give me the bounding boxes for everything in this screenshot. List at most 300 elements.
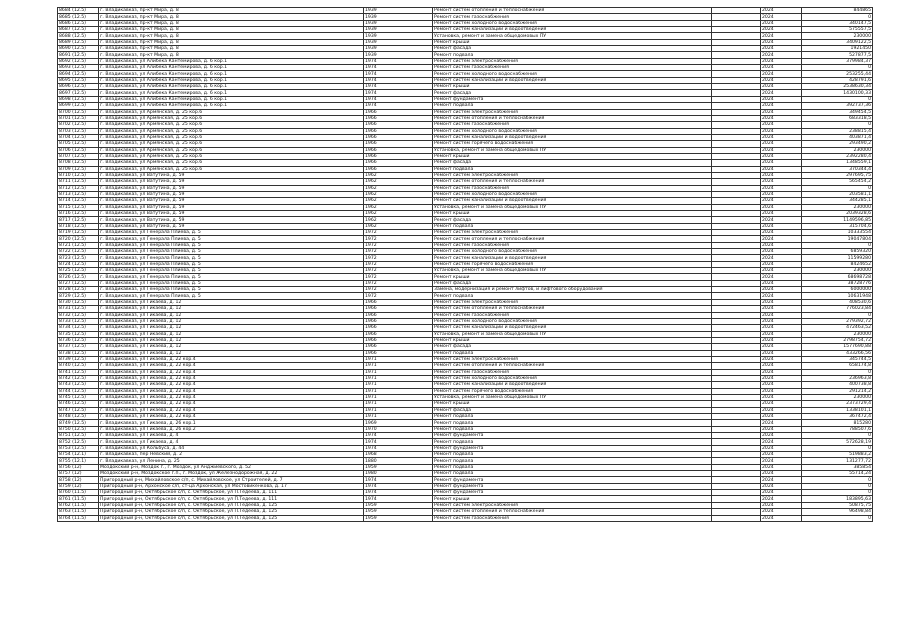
- row-number-cell: 8742 (12.5): [58, 375, 99, 381]
- row-number-cell: 8714 (12.5): [58, 198, 99, 204]
- row-number-cell: 8705 (12.5): [58, 141, 99, 147]
- cost-cell: 0: [802, 312, 873, 318]
- work-type-cell: Ремонт систем отопления и теплоснабжения: [433, 115, 712, 121]
- row-number-cell: 8696 (12.5): [58, 84, 99, 90]
- work-type-cell: Ремонт фундамента: [433, 490, 712, 496]
- year-built-cell: 1974: [364, 445, 433, 451]
- row-number-cell: 8723 (12.5): [58, 255, 99, 261]
- plan-year-cell: 2024: [761, 331, 802, 337]
- plan-year-cell: 2024: [761, 134, 802, 140]
- work-type-cell: Ремонт фасада: [433, 280, 712, 286]
- work-type-cell: Ремонт фасада: [433, 160, 712, 166]
- row-number-cell: 8713 (12.5): [58, 191, 99, 197]
- plan-year-cell: 2024: [761, 128, 802, 134]
- year-built-cell: 1939: [364, 8, 433, 14]
- cost-cell: 392737,36: [802, 103, 873, 109]
- work-type-cell: Ремонт систем электроснабжения: [433, 502, 712, 508]
- row-number-cell: 8763 (11.5): [58, 509, 99, 515]
- cost-cell: 815280: [802, 420, 873, 426]
- work-type-cell: Ремонт систем горячего водоснабжения: [433, 261, 712, 267]
- year-built-cell: 1939: [364, 14, 433, 20]
- year-built-cell: 1962: [364, 211, 433, 217]
- year-built-cell: 1966: [364, 141, 433, 147]
- work-type-cell: Ремонт подвала: [433, 452, 712, 458]
- cost-cell: 575557,5: [802, 27, 873, 33]
- year-built-cell: 1972: [364, 268, 433, 274]
- row-number-cell: 8686 (12.5): [58, 20, 99, 26]
- plan-year-cell: 2024: [761, 433, 802, 439]
- plan-year-cell: 2024: [761, 204, 802, 210]
- year-built-cell: 1971: [364, 363, 433, 369]
- cost-cell: 183895,63: [802, 496, 873, 502]
- cost-cell: 379984,37: [802, 58, 873, 64]
- row-number-cell: 8762 (11.5): [58, 502, 99, 508]
- address-cell: г. Владикавказ, ул Алибека Кантемирова, д. 6 кор.1: [99, 84, 364, 90]
- address-cell: г. Владикавказ, ул Гикаева, д. 22 кор.4: [99, 382, 364, 388]
- work-type-cell: Ремонт фасада: [433, 217, 712, 223]
- work-type-cell: Ремонт систем газоснабжения: [433, 185, 712, 191]
- work-type-cell: Ремонт систем газоснабжения: [433, 312, 712, 318]
- cost-cell: 293490,2: [802, 141, 873, 147]
- address-cell: г. Владикавказ, ул Армянская, д. 25 кор.6: [99, 115, 364, 121]
- row-number-cell: 8701 (12.5): [58, 115, 99, 121]
- plan-year-cell: 2024: [761, 90, 802, 96]
- plan-year-cell: 2024: [761, 477, 802, 483]
- plan-year-cell: 2024: [761, 255, 802, 261]
- address-cell: г. Владикавказ, ул Армянская, д. 25 кор.6: [99, 134, 364, 140]
- plan-year-cell: 2024: [761, 401, 802, 407]
- row-number-cell: 8736 (12.5): [58, 337, 99, 343]
- work-type-cell: Ремонт систем горячего водоснабжения: [433, 388, 712, 394]
- address-cell: г. Владикавказ, ул Генерала Плиева, д. 5: [99, 261, 364, 267]
- work-type-cell: Ремонт подвала: [433, 103, 712, 109]
- cost-cell: 131277,72: [802, 458, 873, 464]
- row-number-cell: 8749 (12.5): [58, 420, 99, 426]
- work-type-cell: Ремонт крыши: [433, 39, 712, 45]
- year-built-cell: 1968: [364, 452, 433, 458]
- address-cell: г. Владикавказ, ул Гикаева, д. 12: [99, 318, 364, 324]
- work-type-cell: Ремонт систем холодного водоснабжения: [433, 191, 712, 197]
- cost-cell: 2373729,4: [802, 401, 873, 407]
- year-built-cell: 1972: [364, 280, 433, 286]
- year-built-cell: 1971: [364, 356, 433, 362]
- year-built-cell: 1974: [364, 77, 433, 83]
- cost-cell: 349454,5: [802, 109, 873, 115]
- address-cell: г. Владикавказ, ул Ватутина, д. 59: [99, 179, 364, 185]
- cost-cell: 572628,19: [802, 439, 873, 445]
- address-cell: г. Владикавказ, ул Гикаева, д. 12: [99, 306, 364, 312]
- cost-cell: 297695,75: [802, 172, 873, 178]
- work-type-cell: Ремонт систем газоснабжения: [433, 122, 712, 128]
- plan-year-cell: 2024: [761, 166, 802, 172]
- plan-year-cell: 2024: [761, 84, 802, 90]
- plan-year-cell: 2024: [761, 122, 802, 128]
- year-built-cell: 1966: [364, 115, 433, 121]
- address-cell: Моздокский р-н, Моздок г., г. Моздок, ул Анджиевского, д. 52: [99, 464, 364, 470]
- work-type-cell: Ремонт подвала: [433, 439, 712, 445]
- work-type-cell: Ремонт подвала: [433, 350, 712, 356]
- plan-year-cell: 2024: [761, 452, 802, 458]
- address-cell: г. Владикавказ, ул Генерала Плиева, д. 5: [99, 236, 364, 242]
- address-cell: Пригородный р-н, Михайловское с/п, с. Михайловское, ул Строителей, д. 7: [99, 477, 364, 483]
- address-cell: Моздокский р-н, Моздокское г.п., г. Моздок, ул Железнодорожная, д. 22: [99, 471, 364, 477]
- cost-cell: 1338101,1: [802, 407, 873, 413]
- address-cell: г. Владикавказ, ул Гикаева, д. 26 кор.1: [99, 420, 364, 426]
- row-number-cell: 8732 (12.5): [58, 312, 99, 318]
- row-number-cell: 8752 (12.5): [58, 439, 99, 445]
- work-type-cell: Ремонт систем газоснабжения: [433, 369, 712, 375]
- address-cell: г. Владикавказ, ул Ленина, д. 25: [99, 458, 364, 464]
- address-cell: г. Владикавказ, ул Гикаева, д. 12: [99, 331, 364, 337]
- cost-cell: 345744,5: [802, 356, 873, 362]
- address-cell: г. Владикавказ, ул Генерала Плиева, д. 5: [99, 268, 364, 274]
- row-number-cell: 8739 (12.5): [58, 356, 99, 362]
- cost-cell: 279392,72: [802, 318, 873, 324]
- year-built-cell: 1972: [364, 287, 433, 293]
- work-type-cell: Ремонт подвала: [433, 52, 712, 58]
- address-cell: г. Владикавказ, пер Невский, д. 2: [99, 452, 364, 458]
- plan-year-cell: 2024: [761, 103, 802, 109]
- work-type-cell: Ремонт фасада: [433, 407, 712, 413]
- year-built-cell: 1974: [364, 96, 433, 102]
- work-type-cell: Ремонт крыши: [433, 211, 712, 217]
- year-built-cell: 1970: [364, 426, 433, 432]
- row-number-cell: 8712 (12.5): [58, 185, 99, 191]
- address-cell: г. Владикавказ, ул Армянская, д. 25 кор.6: [99, 128, 364, 134]
- cost-cell: 0: [802, 96, 873, 102]
- year-built-cell: 1959: [364, 515, 433, 521]
- cost-cell: 344285,1: [802, 198, 873, 204]
- cost-cell: 1149596,85: [802, 217, 873, 223]
- cost-cell: 428791,6: [802, 77, 873, 83]
- year-built-cell: 1971: [364, 401, 433, 407]
- cost-cell: 230000: [802, 394, 873, 400]
- year-built-cell: 1966: [364, 153, 433, 159]
- address-cell: г. Владикавказ, ул Алибека Кантемирова, д. 6 кор.1: [99, 58, 364, 64]
- address-cell: г. Владикавказ, пр-кт Мира, д. 8: [99, 8, 364, 14]
- year-built-cell: 1966: [364, 160, 433, 166]
- plan-year-cell: 2024: [761, 287, 802, 293]
- year-built-cell: 1962: [364, 223, 433, 229]
- row-number-cell: 8699 (12.5): [58, 103, 99, 109]
- plan-year-cell: 2024: [761, 65, 802, 71]
- plan-year-cell: 2024: [761, 312, 802, 318]
- address-cell: г. Владикавказ, ул Гикаева, д. 4: [99, 439, 364, 445]
- row-number-cell: 8694 (12.5): [58, 71, 99, 77]
- cost-cell: 1921450: [802, 46, 873, 52]
- work-type-cell: Установка, ремонт и замена общедомовых ПУ: [433, 394, 712, 400]
- address-cell: г. Владикавказ, пр-кт Мира, д. 8: [99, 39, 364, 45]
- year-built-cell: 1939: [364, 27, 433, 33]
- plan-year-cell: 2024: [761, 198, 802, 204]
- year-built-cell: 1939: [364, 39, 433, 45]
- work-type-cell: Установка, ремонт и замена общедомовых ПУ: [433, 268, 712, 274]
- work-type-cell: Ремонт крыши: [433, 153, 712, 159]
- row-number-cell: 8756 (12): [58, 464, 99, 470]
- cost-cell: 0: [802, 14, 873, 20]
- year-built-cell: 1966: [364, 325, 433, 331]
- year-built-cell: 1972: [364, 242, 433, 248]
- address-cell: г. Владикавказ, ул Гикаева, д. 12: [99, 325, 364, 331]
- cost-cell: 230000: [802, 33, 873, 39]
- address-cell: г. Владикавказ, ул Ватутина, д. 59: [99, 204, 364, 210]
- plan-year-cell: 2024: [761, 172, 802, 178]
- work-type-cell: Ремонт систем газоснабжения: [433, 242, 712, 248]
- row-number-cell: 8715 (12.5): [58, 204, 99, 210]
- cost-cell: 203581,1: [802, 191, 873, 197]
- row-number-cell: 8750 (12.5): [58, 426, 99, 432]
- row-number-cell: 8740 (12.5): [58, 363, 99, 369]
- work-type-cell: Ремонт подвала: [433, 166, 712, 172]
- address-cell: г. Владикавказ, пр-кт Мира, д. 8: [99, 20, 364, 26]
- year-built-cell: 1974: [364, 490, 433, 496]
- cost-cell: 38728776: [802, 280, 873, 286]
- work-type-cell: Ремонт систем отопления и теплоснабжения: [433, 363, 712, 369]
- row-number-cell: 8718 (12.5): [58, 223, 99, 229]
- address-cell: Пригородный р-н, Архонское с/п, ст-ца Архонская, ул Мостовикенкова, д. 17: [99, 483, 364, 489]
- work-type-cell: Ремонт крыши: [433, 337, 712, 343]
- year-built-cell: 1969: [364, 420, 433, 426]
- year-built-cell: 1966: [364, 331, 433, 337]
- work-type-cell: Ремонт подвала: [433, 426, 712, 432]
- plan-year-cell: 2024: [761, 223, 802, 229]
- work-type-cell: Установка, ремонт и замена общедомовых ПУ: [433, 331, 712, 337]
- cost-cell: 385854: [802, 464, 873, 470]
- address-cell: г. Владикавказ, пр-кт Мира, д. 8: [99, 33, 364, 39]
- year-built-cell: 1972: [364, 261, 433, 267]
- plan-year-cell: 2024: [761, 407, 802, 413]
- plan-year-cell: 2024: [761, 420, 802, 426]
- year-built-cell: 1972: [364, 230, 433, 236]
- plan-year-cell: 2024: [761, 344, 802, 350]
- cost-cell: 2798754,72: [802, 337, 873, 343]
- plan-year-cell: 2024: [761, 280, 802, 286]
- plan-year-cell: 2024: [761, 388, 802, 394]
- cost-cell: 291214,2: [802, 388, 873, 394]
- row-number-cell: 8709 (12.5): [58, 166, 99, 172]
- year-built-cell: 1880: [364, 458, 433, 464]
- address-cell: г. Владикавказ, ул Армянская, д. 25 кор.6: [99, 141, 364, 147]
- plan-year-cell: 2024: [761, 299, 802, 305]
- address-cell: г. Владикавказ, ул Ватутина, д. 59: [99, 198, 364, 204]
- year-built-cell: 1972: [364, 274, 433, 280]
- year-built-cell: 1966: [364, 337, 433, 343]
- year-built-cell: 1962: [364, 172, 433, 178]
- cost-cell: 0: [802, 483, 873, 489]
- address-cell: г. Владикавказ, ул Гикаева, д. 22 кор.4: [99, 414, 364, 420]
- plan-year-cell: 2024: [761, 115, 802, 121]
- address-cell: г. Владикавказ, ул Гикаева, д. 26 кор.2: [99, 426, 364, 432]
- plan-year-cell: 2024: [761, 363, 802, 369]
- work-type-cell: Ремонт систем электроснабжения: [433, 299, 712, 305]
- plan-year-cell: 2024: [761, 394, 802, 400]
- cost-cell: 19047804: [802, 236, 873, 242]
- row-number-cell: 8757 (12): [58, 471, 99, 477]
- year-built-cell: 1974: [364, 84, 433, 90]
- work-type-cell: Установка, ремонт и замена общедомовых ПУ: [433, 204, 712, 210]
- plan-year-cell: 2024: [761, 8, 802, 14]
- row-number-cell: 8698 (12.5): [58, 96, 99, 102]
- cost-cell: 236963,8: [802, 375, 873, 381]
- year-built-cell: 1962: [364, 179, 433, 185]
- cost-cell: 658174,8: [802, 363, 873, 369]
- plan-year-cell: 2024: [761, 414, 802, 420]
- plan-year-cell: 2024: [761, 502, 802, 508]
- cost-cell: 0: [802, 65, 873, 71]
- plan-year-cell: 2024: [761, 217, 802, 223]
- work-type-cell: Ремонт систем отопления и теплоснабжения: [433, 8, 712, 14]
- year-built-cell: 1974: [364, 477, 433, 483]
- year-built-cell: 1974: [364, 71, 433, 77]
- cost-cell: 683318,5: [802, 115, 873, 121]
- row-number-cell: 8748 (12.5): [58, 414, 99, 420]
- cost-cell: 0: [802, 185, 873, 191]
- cost-cell: 527877,5: [802, 52, 873, 58]
- plan-year-cell: 2024: [761, 426, 802, 432]
- row-number-cell: 8741 (12.5): [58, 369, 99, 375]
- cost-cell: 403871,4: [802, 134, 873, 140]
- row-number-cell: 8727 (12.5): [58, 280, 99, 286]
- row-number-cell: 8704 (12.5): [58, 134, 99, 140]
- row-number-cell: 8717 (12.5): [58, 217, 99, 223]
- address-cell: г. Владикавказ, пр-кт Мира, д. 8: [99, 14, 364, 20]
- cost-cell: 230000: [802, 204, 873, 210]
- row-number-cell: 8707 (12.5): [58, 153, 99, 159]
- address-cell: г. Владикавказ, ул Гикаева, д. 12: [99, 312, 364, 318]
- row-number-cell: 8711 (12.5): [58, 179, 99, 185]
- plan-year-cell: 2024: [761, 483, 802, 489]
- plan-year-cell: 2024: [761, 274, 802, 280]
- year-built-cell: 1974: [364, 433, 433, 439]
- year-built-cell: 1966: [364, 306, 433, 312]
- work-type-cell: Ремонт подвала: [433, 458, 712, 464]
- address-cell: г. Владикавказ, ул Алибека Кантемирова, д. 6 кор.1: [99, 77, 364, 83]
- row-number-cell: 8710 (12.5): [58, 172, 99, 178]
- row-number-cell: 8737 (12.5): [58, 344, 99, 350]
- address-cell: г. Владикавказ, ул Гикаева, д. 22 кор.4: [99, 363, 364, 369]
- address-cell: г. Владикавказ, ул Ватутина, д. 59: [99, 223, 364, 229]
- address-cell: Пригородный р-н, Октябрьское с/п, с. Октябрьское, ул П.Тедеева, д. 125: [99, 515, 364, 521]
- work-type-cell: Ремонт фундамента: [433, 433, 712, 439]
- address-cell: г. Владикавказ, ул Армянская, д. 25 кор.6: [99, 160, 364, 166]
- row-number-cell: 8706 (12.5): [58, 147, 99, 153]
- cost-cell: 10333554: [802, 230, 873, 236]
- plan-year-cell: 2024: [761, 458, 802, 464]
- plan-year-cell: 2024: [761, 147, 802, 153]
- row-number-cell: 8700 (12.5): [58, 109, 99, 115]
- plan-year-cell: 2024: [761, 52, 802, 58]
- work-type-cell: Ремонт фасада: [433, 344, 712, 350]
- plan-year-cell: 2024: [761, 39, 802, 45]
- year-built-cell: 1966: [364, 344, 433, 350]
- cost-cell: 433266,56: [802, 350, 873, 356]
- year-built-cell: 1971: [364, 394, 433, 400]
- address-cell: г. Владикавказ, ул Гикаева, д. 22 кор.4: [99, 394, 364, 400]
- row-number-cell: 8692 (12.5): [58, 58, 99, 64]
- address-cell: Пригородный р-н, Октябрьское с/п, с. Октябрьское, ул П.Тедеева, д. 111: [99, 496, 364, 502]
- row-number-cell: 8693 (12.5): [58, 65, 99, 71]
- cost-cell: 11599280: [802, 255, 873, 261]
- work-type-cell: Установка, ремонт и замена общедомовых ПУ: [433, 147, 712, 153]
- work-type-cell: Установка, ремонт и замена общедомовых ПУ: [433, 33, 712, 39]
- work-type-cell: Ремонт систем канализации и водоотведения: [433, 134, 712, 140]
- cost-cell: 565454,2: [802, 179, 873, 185]
- row-number-cell: 8702 (12.5): [58, 122, 99, 128]
- address-cell: г. Владикавказ, ул Армянская, д. 25 кор.6: [99, 153, 364, 159]
- row-number-cell: 8708 (12.5): [58, 160, 99, 166]
- row-number-cell: 8697 (12.5): [58, 90, 99, 96]
- row-number-cell: 8760 (11.5): [58, 490, 99, 496]
- plan-year-cell: 2024: [761, 318, 802, 324]
- work-type-cell: Ремонт систем канализации и водоотведения: [433, 325, 712, 331]
- address-cell: г. Владикавказ, ул Гикаева, д. 12: [99, 350, 364, 356]
- cost-cell: 472463,52: [802, 325, 873, 331]
- row-number-cell: 8751 (12.5): [58, 433, 99, 439]
- year-built-cell: 1939: [364, 52, 433, 58]
- plan-year-cell: 2024: [761, 445, 802, 451]
- cost-cell: 0: [802, 433, 873, 439]
- year-built-cell: 1962: [364, 217, 433, 223]
- plan-year-cell: 2024: [761, 293, 802, 299]
- row-number-cell: 8746 (12.5): [58, 401, 99, 407]
- row-number-cell: 8745 (12.5): [58, 394, 99, 400]
- work-type-cell: Ремонт подвала: [433, 464, 712, 470]
- plan-year-cell: 2024: [761, 471, 802, 477]
- plan-year-cell: 2024: [761, 20, 802, 26]
- plan-year-cell: 2024: [761, 356, 802, 362]
- row-number-cell: 8754 (12.1): [58, 452, 99, 458]
- cost-cell: 340147,5: [802, 20, 873, 26]
- year-built-cell: 1962: [364, 204, 433, 210]
- work-type-cell: Ремонт крыши: [433, 274, 712, 280]
- year-built-cell: 1971: [364, 369, 433, 375]
- address-cell: г. Владикавказ, ул Генерала Плиева, д. 5: [99, 274, 364, 280]
- row-number-cell: 8690 (12.5): [58, 46, 99, 52]
- plan-year-cell: 2024: [761, 261, 802, 267]
- row-number-cell: 8685 (12.5): [58, 14, 99, 20]
- plan-year-cell: 2024: [761, 211, 802, 217]
- address-cell: Пригородный р-н, Октябрьское с/п, с. Октябрьское, ул П.Тедеева, д. 111: [99, 490, 364, 496]
- work-type-cell: Ремонт фундамента: [433, 477, 712, 483]
- capital-repair-table: [57, 7, 873, 522]
- year-built-cell: 1971: [364, 382, 433, 388]
- work-type-cell: Ремонт систем электроснабжения: [433, 230, 712, 236]
- row-number-cell: 8695 (12.5): [58, 77, 99, 83]
- plan-year-cell: 2024: [761, 350, 802, 356]
- year-built-cell: 1972: [364, 249, 433, 255]
- work-type-cell: Ремонт систем горячего водоснабжения: [433, 141, 712, 147]
- cost-cell: 788507,6: [802, 426, 873, 432]
- cost-cell: 230000: [802, 268, 873, 274]
- year-built-cell: 1959: [364, 464, 433, 470]
- row-number-cell: 8758 (12): [58, 477, 99, 483]
- work-type-cell: Ремонт подвала: [433, 471, 712, 477]
- address-cell: г. Владикавказ, ул Генерала Плиева, д. 5: [99, 293, 364, 299]
- plan-year-cell: 2024: [761, 141, 802, 147]
- year-built-cell: 1966: [364, 299, 433, 305]
- plan-year-cell: 2024: [761, 242, 802, 248]
- cost-cell: 230000: [802, 331, 873, 337]
- year-built-cell: 1966: [364, 166, 433, 172]
- plan-year-cell: 2024: [761, 160, 802, 166]
- plan-year-cell: 2024: [761, 71, 802, 77]
- address-cell: г. Владикавказ, ул Армянская, д. 25 кор.6: [99, 109, 364, 115]
- cost-cell: 408530,6: [802, 299, 873, 305]
- year-built-cell: 1974: [364, 65, 433, 71]
- row-number-cell: 8719 (12.5): [58, 230, 99, 236]
- work-type-cell: Ремонт систем канализации и водоотведения: [433, 382, 712, 388]
- work-type-cell: Ремонт систем холодного водоснабжения: [433, 20, 712, 26]
